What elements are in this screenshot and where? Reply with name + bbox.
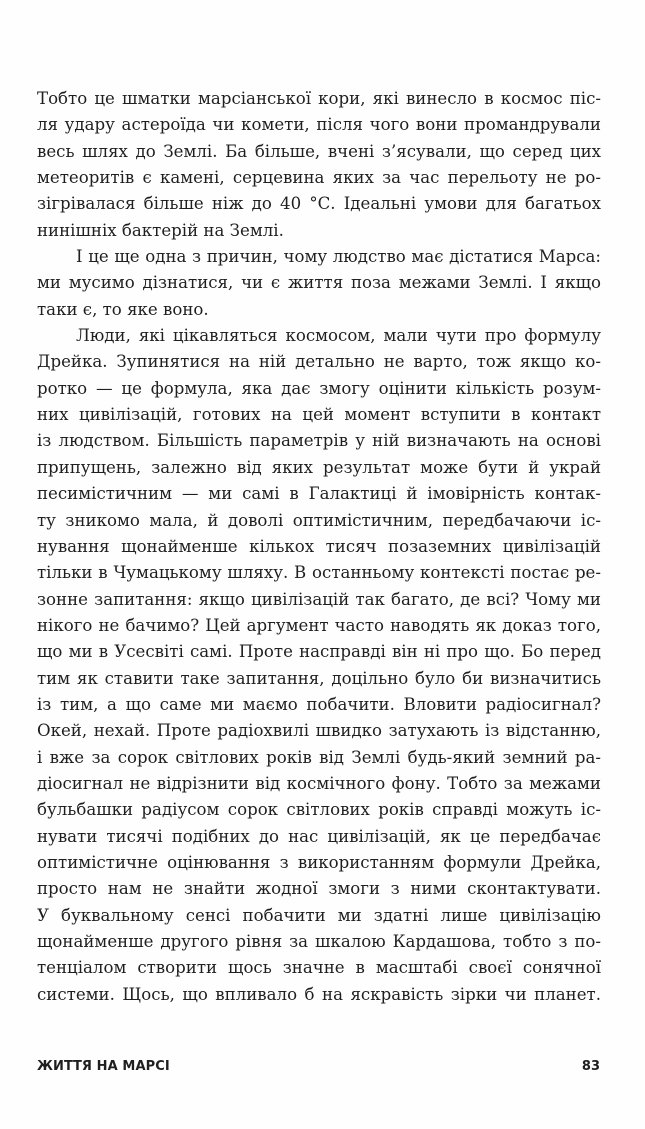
- text-line: зігрівалася більше ніж до 40 °С. Ідеальні умови для багатьох: [37, 194, 601, 214]
- text-line: нікого не бачимо? Цей аргумент часто наводять як доказ того,: [37, 615, 601, 635]
- text-line: песимістичним — ми самі в Галактиці й імовірність контак-: [37, 484, 601, 504]
- text-line: діосигнал не відрізнити від космічного фону. Тобто за межами: [37, 773, 601, 793]
- text-line: оптимістичне оцінювання з використанням формули Дрейка,: [37, 852, 601, 872]
- text-line: із людством. Більшість параметрів у ній визначають на основі: [37, 431, 601, 451]
- text-line: просто нам не знайти жодної змоги з ними сконтактувати.: [37, 879, 601, 899]
- text-line: метеоритів є камені, серцевина яких за час перельоту не ро-: [37, 168, 601, 188]
- text-line: нинішніх бактерій на Землі.: [37, 220, 284, 240]
- text-line: тільки в Чумацькому шляху. В останньому контексті постає ре-: [37, 563, 601, 583]
- text-line: ту зникомо мала, й доволі оптимістичним, передбачаючи іс-: [37, 510, 601, 530]
- text-line: бульбашки радіусом сорок світлових років справді можуть іс-: [37, 800, 601, 820]
- text-line: ля удару астероїда чи комети, після чого вони промандрували: [37, 115, 601, 135]
- text-line: ротко — це формула, яка дає змогу оцінити кількість розум-: [37, 378, 601, 398]
- text-line: щонайменше другого рівня за шкалою Кардашова, тобто з по-: [37, 932, 601, 951]
- paragraph-first-line: Люди, які цікавляться космосом, мали чути про формулу: [76, 326, 601, 346]
- text-line: припущень, залежно від яких результат може бути й украй: [37, 457, 601, 477]
- running-title: ЖИТТЯ НА МАРСІ: [37, 1059, 170, 1074]
- text-line: зонне запитання: якщо цивілізацій так багато, де всі? Чому ми: [37, 589, 601, 609]
- page-number: 83: [581, 1059, 600, 1074]
- text-line: Окей, нехай. Проте радіохвилі швидко затухають із відстанню,: [37, 721, 601, 741]
- text-line: тим як ставити таке запитання, доцільно було би визначитись: [37, 668, 601, 688]
- text-line: і вже за сорок світлових років від Землі будь-який земний ра-: [37, 747, 601, 767]
- text-line: весь шлях до Землі. Ба більше, вчені з’ясували, що серед цих: [37, 141, 601, 161]
- text-line: ми мусимо дізнатися, чи є життя поза межами Землі. І якщо: [37, 273, 601, 293]
- body-text: [37, 86, 601, 1008]
- text-line: що ми в Усесвіті самі. Проте насправді він ні про що. Бо перед: [37, 642, 601, 662]
- text-line: нувати тисячі подібних до нас цивілізацій, як це передбачає: [37, 826, 601, 846]
- text-line: із тим, а що саме ми маємо побачити. Вловити радіосигнал?: [37, 694, 601, 714]
- text-line: У буквальному сенсі побачити ми здатні лише цивілізацію: [37, 905, 601, 925]
- text-line: них цивілізацій, готових на цей момент вступити в контакт: [37, 405, 601, 425]
- text-line: нування щонайменше кількох тисяч позаземних цивілізацій: [37, 536, 601, 556]
- text-line: тенціалом створити щось значне в масштабі своєї сонячної: [37, 958, 601, 978]
- text-line: Тобто це шматки марсіанської кори, які винесло в космос піс-: [37, 89, 601, 108]
- paragraph-first-line: І це ще одна з причин, чому людство має дістатися Марса:: [76, 247, 601, 267]
- text-line: системи. Щось, що впливало б на яскравість зірки чи планет.: [37, 984, 601, 1004]
- text-line: таки є, то яке воно.: [37, 299, 209, 319]
- text-line: Дрейка. Зупинятися на ній детально не варто, тож якщо ко-: [37, 352, 601, 372]
